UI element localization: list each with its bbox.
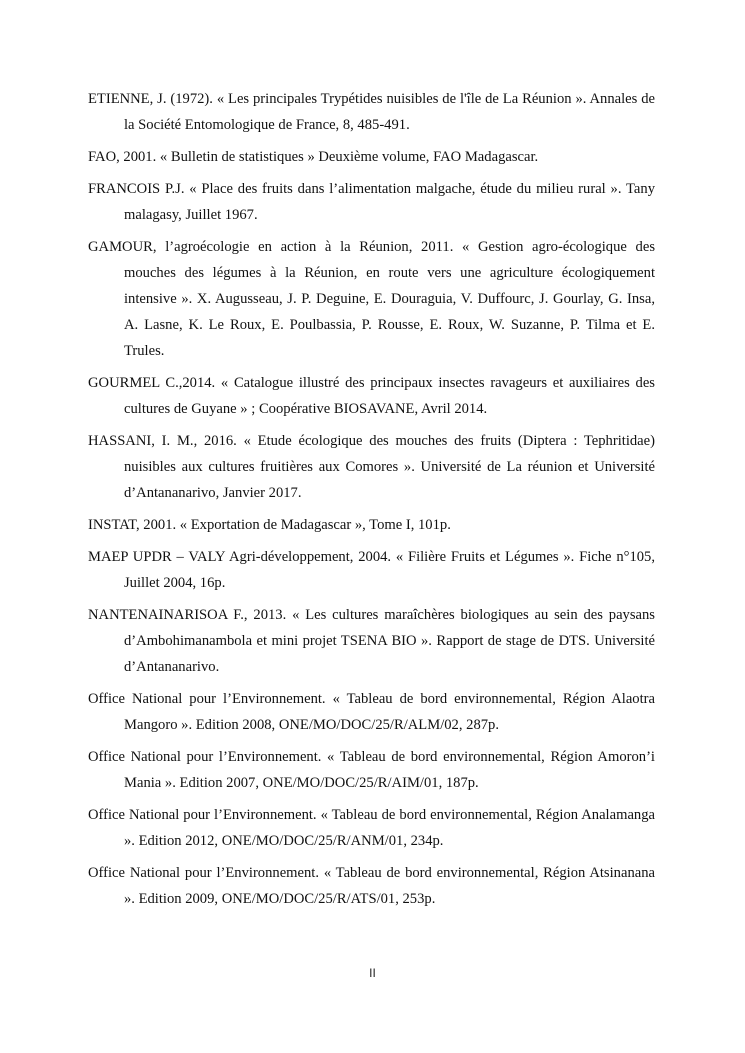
- page-number: II: [369, 966, 376, 980]
- bibliography-entry: HASSANI, I. M., 2016. « Etude écologique des mouches des fruits (Diptera : Tephritidae) nuisibles aux cultures fruitières aux Comores ». Université de La réunion et Université d’Antananarivo, Janvier 2017.: [88, 433, 655, 501]
- bibliography-entry: FRANCOIS P.J. « Place des fruits dans l’alimentation malgache, étude du milieu rural ». Tany malagasy, Juillet 1967.: [88, 181, 655, 223]
- bibliography-entry: INSTAT, 2001. « Exportation de Madagascar », Tome I, 101p.: [88, 517, 451, 533]
- bibliography-entry: GAMOUR, l’agroécologie en action à la Réunion, 2011. « Gestion agro-écologique des mouches des légumes à la Réunion, en route vers une agriculture écologiquement intensive ». X. Augusseau, J. P. Deguine, E. Douraguia, V. Duffourc, J. Gourlay, G. Insa, A. Lasne, K. Le Roux, E. Poulbassia, P. Rousse, E. Roux, W. Suzanne, P. Tilma et E. Trules.: [88, 239, 655, 359]
- bibliography-list: [88, 86, 655, 918]
- bibliography-entry: Office National pour l’Environnement. « Tableau de bord environnemental, Région Amoron’i Mania ». Edition 2007, ONE/MO/DOC/25/R/AIM/01, 187p.: [88, 749, 655, 791]
- bibliography-entry: NANTENAINARISOA F., 2013. « Les cultures maraîchères biologiques au sein des paysans d’Ambohimanambola et mini projet TSENA BIO ». Rapport de stage de DTS. Université d’Antananarivo.: [88, 607, 655, 675]
- bibliography-entry: FAO, 2001. « Bulletin de statistiques » Deuxième volume, FAO Madagascar.: [88, 149, 539, 165]
- bibliography-entry: Office National pour l’Environnement. « Tableau de bord environnemental, Région Analamanga ». Edition 2012, ONE/MO/DOC/25/R/ANM/01, 234p.: [88, 807, 655, 849]
- bibliography-entry: ETIENNE, J. (1972). « Les principales Trypétides nuisibles de l'île de La Réunion ». Annales de la Société Entomologique de France, 8, 485-491.: [88, 91, 655, 133]
- bibliography-entry: Office National pour l’Environnement. « Tableau de bord environnemental, Région Atsinanana ». Edition 2009, ONE/MO/DOC/25/R/ATS/01, 253p.: [88, 865, 655, 907]
- bibliography-entry: GOURMEL C.,2014. « Catalogue illustré des principaux insectes ravageurs et auxiliaires des cultures de Guyane » ; Coopérative BIOSAVANE, Avril 2014.: [88, 375, 655, 417]
- bibliography-entry: Office National pour l’Environnement. « Tableau de bord environnemental, Région Alaotra Mangoro ». Edition 2008, ONE/MO/DOC/25/R/ALM/02, 287p.: [88, 691, 655, 733]
- bibliography-entry: MAEP UPDR – VALY Agri-développement, 2004. « Filière Fruits et Légumes ». Fiche n°105, Juillet 2004, 16p.: [88, 549, 655, 591]
